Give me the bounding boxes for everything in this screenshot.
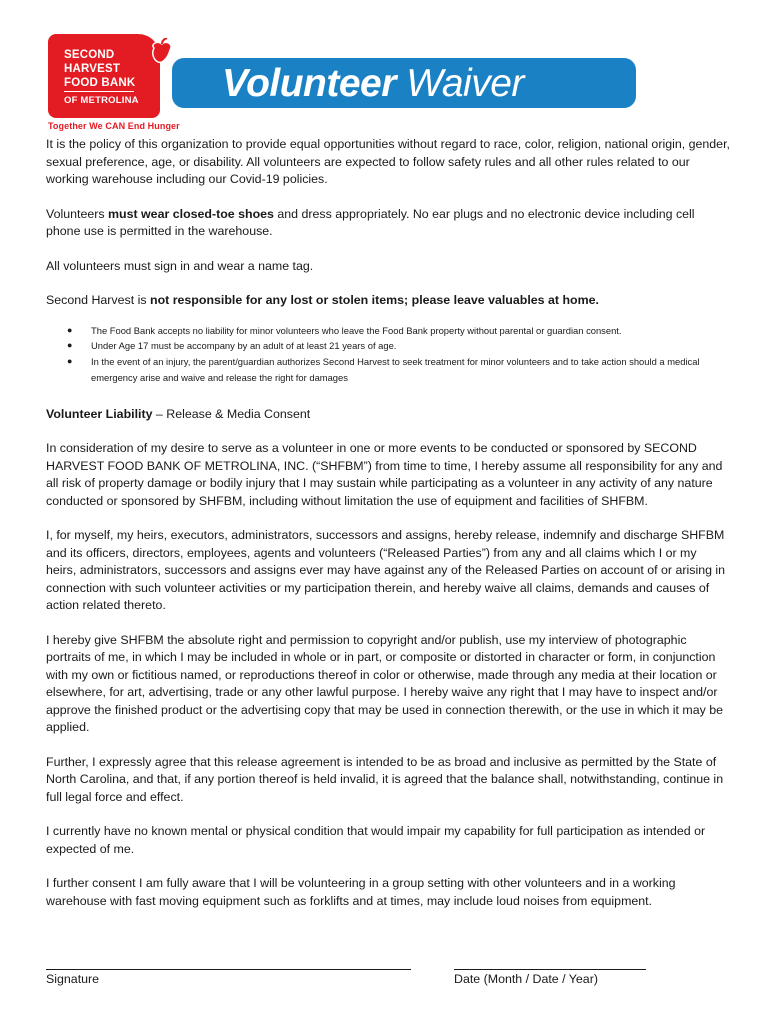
responsibility-paragraph [46,292,730,310]
health-condition-paragraph: I currently have no known mental or physical condition that would impair my capability for full participation as intended or expected of me. [46,824,706,856]
bullet-icon: ● [67,340,73,351]
consideration-paragraph: In consideration of my desire to serve as a volunteer in one or more events to be conducted or sponsored by SECOND HARVEST FOOD BANK OF METROLINA, INC. (“SHFBM”) from time to time, I hereby assume all responsibility for any and all risk of property damage or bodily injury that I may sustain while participating as a volunteer in any activity of any nature conducted or sponsored by SHFBM, including without limitation the use of equipment and facilities of SHFBM. [46,441,723,508]
date-line[interactable] [454,969,646,970]
title-regular: Waiver [395,62,524,105]
media-consent-paragraph: I hereby give SHFBM the absolute right and permission to copyright and/or publish, use my interview of photographic portraits of me, in which I may be included in whole or in part, or composite or distorted in character or form, in conjunction with my own or fictitious named, or reproductions thereof in color or otherwise, made through any media at their location or elsewhere, for art, advertising, trade or any other lawful purpose. I hereby waive any right that I may have to inspect and/or approve the finished product or the advertising copy that may be used in connection therewith, or the use in which it may be applied. [46,632,724,735]
apple-icon [148,38,176,68]
logo-divider [64,91,134,92]
shoes-pre: Volunteers [46,206,108,221]
logo-line-3: FOOD BANK [64,77,136,89]
bullet-icon: ● [67,356,73,367]
bullet-text: Under Age 17 must be accompany by an adult of at least 21 years of age. [91,340,397,352]
signature-label: Signature [46,972,100,986]
shoes-bold: must wear closed-toe shoes [108,206,274,221]
shoes-post: and dress appropriately. No ear plugs and no electronic device including cell phone use is permitted in the warehouse. [46,206,695,238]
responsible-pre: Second Harvest is [46,293,150,307]
tagline: Together We CAN End Hunger [48,121,180,131]
agreement-scope-paragraph: Further, I expressly agree that this release agreement is intended to be as broad and inclusive as permitted by the State of North Carolina, and that, if any portion thereof is held invalid, it is agreed that the balance shall, notwithstanding, continue in full legal force and effect. [46,754,724,804]
liability-bold: Volunteer Liability [46,406,153,421]
date-label: Date (Month / Date / Year) [454,972,598,986]
name-tag-paragraph: All volunteers must sign in and wear a name tag. [46,258,314,273]
list-item [46,323,730,339]
food-bank-logo [48,34,178,120]
signature-row [46,955,730,995]
bullet-icon: ● [67,324,73,335]
policy-paragraph: It is the policy of this organization to provide equal opportunities without regard to race, color, religion, national origin, gender, sexual preference, age, or disability. All volunteers are expected to follow safety rules and all other rules related to our working warehouse including our Covid-19 policies. [46,137,730,186]
bullet-text: In the event of an injury, the parent/guardian authorizes Second Harvest to seek treatment for minor volunteers and to take action should a medical emergency arise and waive and release the right for damages [91,356,700,383]
signature-line[interactable] [46,969,411,970]
release-paragraph: I, for myself, my heirs, executors, administrators, successors and assigns, hereby release, indemnify and discharge SHFBM and its officers, directors, employees, agents and volunteers (“Released Parties”) from any and all claims which I or my heirs, administrators, successors and assigns ever may have against any of the Released Parties on account of or arising in connection with such volunteer activities or my participation therein, and hereby waive all claims, demands and causes of action related thereto. [46,528,726,613]
logo-text [64,48,139,108]
list-item [46,354,730,386]
title-bold: Volunteer [222,62,396,105]
waiver-content [46,136,730,927]
liability-rest: – Release & Media Consent [152,406,311,421]
responsible-bold: not responsible for any lost or stolen items; please leave valuables at home. [150,293,599,307]
logo-line-1: SECOND [64,49,115,61]
minor-rules-list [46,323,730,386]
warehouse-consent-paragraph: I further consent I am fully aware that I will be volunteering in a group setting with other volunteers and in a working warehouse with fast moving equipment such as forklifts and at times, may include loud noises from equipment. [46,876,676,908]
liability-heading [46,406,730,424]
logo-line-2: HARVEST [64,63,121,75]
shoes-paragraph [46,206,730,241]
logo-line-4: OF METROLINA [64,95,139,106]
bullet-text: The Food Bank accepts no liability for minor volunteers who leave the Food Bank property without parental or guardian consent. [91,324,622,336]
page-title [222,58,524,108]
list-item [46,338,730,354]
